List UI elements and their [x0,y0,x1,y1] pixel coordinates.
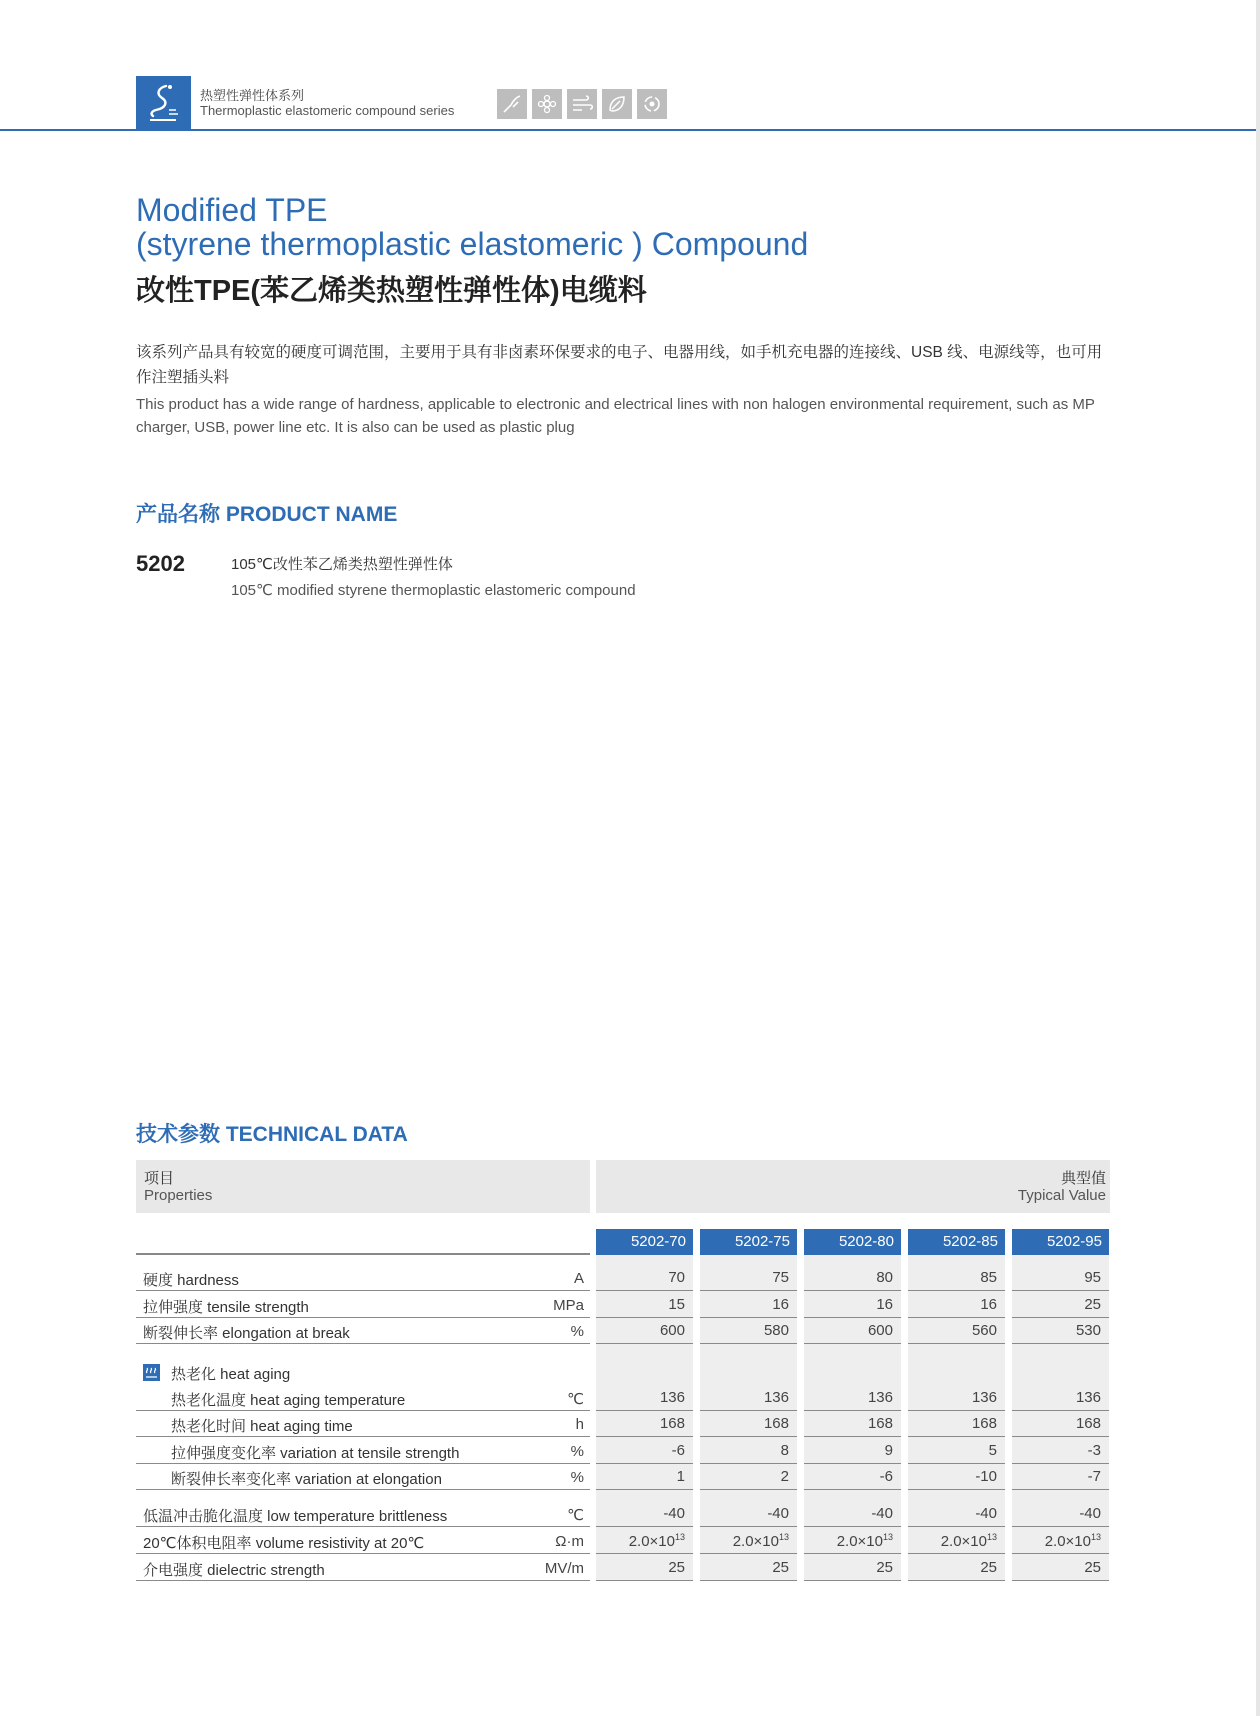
value-text: -3 [1087,1442,1101,1459]
header-rule [0,129,1256,131]
table-row [0,1265,1256,1291]
properties-header [136,1160,590,1213]
property-value [1012,1296,1109,1313]
property-value [804,1532,901,1550]
property-value [1012,1322,1109,1339]
description-en: This product has a wide range of hardness, applicable to electronic and electrical lines with non halogen environmental requirement, such as MP charger, USB, power line etc. It is also can be used as plastic plug [136,396,1095,436]
cell-divider [700,1580,797,1581]
page-title-cn: 改性TPE(苯乙烯类热塑性弹性体)电缆料 [136,275,647,307]
value-text: 168 [867,1415,893,1432]
value-text: 168 [1075,1415,1101,1432]
value-text: 168 [971,1415,997,1432]
cell-divider [596,1436,693,1437]
property-unit: % [570,1469,584,1486]
value-text: 530 [1075,1322,1101,1339]
grade-column-header: 5202-70 [596,1229,693,1255]
series-title-cn: 热塑性弹性体系列 [200,88,305,103]
property-value [700,1468,797,1485]
value-text: 136 [971,1389,997,1406]
cell-divider [804,1553,901,1554]
value-text: -40 [767,1505,789,1522]
cell-divider [700,1489,797,1490]
cell-divider [804,1436,901,1437]
table-row [0,1438,1256,1464]
value-text: 16 [772,1296,789,1313]
property-unit: MV/m [544,1560,584,1577]
grade-column-header: 5202-80 [804,1229,901,1255]
value-text: 2.0×10 [1044,1533,1091,1550]
property-unit: A [573,1270,584,1287]
cell-divider [908,1580,1005,1581]
value-text: 2 [780,1468,789,1485]
cell-divider [804,1526,901,1527]
property-value [908,1442,1005,1459]
grade-column-header: 5202-75 [700,1229,797,1255]
property-value [596,1296,693,1313]
property-value [1012,1532,1109,1550]
property-label: 硬度 hardness [143,1272,239,1289]
property-value [908,1532,1005,1550]
property-value [908,1322,1005,1339]
property-value [700,1269,797,1286]
property-unit: h [575,1416,584,1433]
header-divider [136,1253,590,1255]
value-text: 75 [772,1269,789,1286]
cell-divider [1012,1489,1109,1490]
value-text: 95 [1084,1269,1101,1286]
property-label: 热老化温度 heat aging temperature [171,1392,406,1409]
property-value [908,1468,1005,1485]
value-text: 136 [659,1389,685,1406]
property-unit: % [570,1443,584,1460]
cell-divider [596,1553,693,1554]
property-value [908,1415,1005,1432]
value-text: 5 [988,1442,997,1459]
property-value [596,1468,693,1485]
product-code: 5202 [136,551,185,576]
value-text: 2.0×10 [940,1533,987,1550]
property-unit: ℃ [567,1507,584,1524]
cell-divider [700,1290,797,1291]
cell-divider [596,1290,693,1291]
cell-divider [804,1489,901,1490]
cell-divider [596,1343,693,1344]
value-text: 2.0×10 [836,1533,883,1550]
value-text: 1 [676,1468,685,1485]
product-name-heading: 产品名称 PRODUCT NAME [136,503,398,526]
cell-divider [1012,1580,1109,1581]
cell-divider [804,1343,901,1344]
grade-column-header: 5202-85 [908,1229,1005,1255]
wind-icon [567,89,597,119]
property-label: 断裂伸长率 elongation at break [143,1325,350,1342]
page-edge [1256,0,1260,1716]
cell-divider [1012,1343,1109,1344]
table-row [0,1411,1256,1437]
value-text: 8 [780,1442,789,1459]
property-value [908,1269,1005,1286]
value-exponent: 13 [882,1532,893,1542]
value-text: 85 [980,1269,997,1286]
value-text: 16 [876,1296,893,1313]
title-en-line1: Modified TPE [136,192,328,228]
value-text: 580 [763,1322,789,1339]
application-icons [497,89,667,119]
table-row [0,1464,1256,1490]
property-value [596,1532,693,1550]
value-text: 80 [876,1269,893,1286]
property-value [596,1269,693,1286]
cell-divider [1012,1526,1109,1527]
property-value [596,1415,693,1432]
property-value [804,1559,901,1576]
property-value [596,1322,693,1339]
value-text: 2.0×10 [732,1533,779,1550]
property-value [596,1442,693,1459]
property-value [596,1389,693,1406]
value-exponent: 13 [986,1532,997,1542]
property-label: 20℃体积电阻率 volume resistivity at 20℃ [143,1535,425,1552]
cell-divider [908,1526,1005,1527]
table-row [0,1555,1256,1581]
value-text: -40 [871,1505,893,1522]
value-text: 136 [763,1389,789,1406]
property-label: 介电强度 dielectric strength [143,1562,325,1579]
cell-divider [1012,1290,1109,1291]
cell-divider [908,1553,1005,1554]
value-text: -10 [975,1468,997,1485]
cell-divider [596,1580,693,1581]
value-text: 25 [1084,1559,1101,1576]
cell-divider [908,1436,1005,1437]
value-text: -40 [975,1505,997,1522]
cell-divider [596,1489,693,1490]
cell-divider [1012,1553,1109,1554]
property-value [804,1468,901,1485]
property-value [700,1442,797,1459]
value-exponent: 13 [778,1532,789,1542]
table-row [0,1359,1256,1385]
page-title-en [136,193,1136,261]
cell-divider [1012,1436,1109,1437]
table-row [0,1501,1256,1527]
cell-divider [804,1290,901,1291]
product-name-en: 105℃ modified styrene thermoplastic elastomeric compound [231,582,636,599]
property-value [804,1322,901,1339]
property-value [804,1269,901,1286]
table-row [0,1528,1256,1554]
flower-icon [532,89,562,119]
row-divider [136,1580,590,1581]
cell-divider [596,1526,693,1527]
property-value [1012,1559,1109,1576]
series-logo-icon [136,76,191,130]
product-name-cn: 105℃改性苯乙烯类热塑性弹性体 [231,556,453,573]
property-value [908,1559,1005,1576]
cell-divider [700,1436,797,1437]
value-text: -7 [1087,1468,1101,1485]
property-label: 热老化 heat aging [171,1366,291,1383]
property-value [596,1559,693,1576]
property-value [804,1415,901,1432]
property-value [596,1505,693,1522]
value-text: 600 [659,1322,685,1339]
value-text: -6 [671,1442,685,1459]
property-label: 拉伸强度变化率 variation at tensile strength [171,1445,460,1462]
value-exponent: 13 [674,1532,685,1542]
property-value [1012,1389,1109,1406]
value-text: 16 [980,1296,997,1313]
property-value [700,1559,797,1576]
properties-header-en: Properties [144,1187,213,1204]
value-text: 25 [876,1559,893,1576]
recycle-icon [637,89,667,119]
technical-data-heading: 技术参数 TECHNICAL DATA [136,1123,408,1146]
heat-aging-icon [143,1364,160,1381]
row-divider [136,1436,590,1437]
value-text: -6 [879,1468,893,1485]
property-label: 热老化时间 heat aging time [171,1418,353,1435]
table-row [0,1318,1256,1344]
property-value [804,1389,901,1406]
properties-header-cn: 项目 [144,1170,175,1187]
property-value [700,1296,797,1313]
property-unit: ℃ [567,1391,584,1408]
leaf-icon [602,89,632,119]
property-value [1012,1505,1109,1522]
row-divider [136,1343,590,1344]
value-text: 25 [668,1559,685,1576]
value-text: 168 [659,1415,685,1432]
value-text: 600 [867,1322,893,1339]
description-cn: 该系列产品具有较宽的硬度可调范围，主要用于具有非卤素环保要求的电子、电器用线，如手机充电器的连接线、USB 线、电源线等，也可用作注塑插头料 [136,344,1103,386]
typical-value-header-en: Typical Value [1017,1187,1106,1204]
property-value [700,1415,797,1432]
value-text: 15 [668,1296,685,1313]
property-unit: Ω·m [555,1533,584,1550]
property-value [1012,1468,1109,1485]
property-value [1012,1415,1109,1432]
series-title-en: Thermoplastic elastomeric compound series [200,103,455,118]
row-divider [136,1526,590,1527]
value-text: 25 [1084,1296,1101,1313]
row-divider [136,1290,590,1291]
property-value [804,1296,901,1313]
value-text: 168 [763,1415,789,1432]
row-divider [136,1553,590,1554]
typical-value-header-cn: 典型值 [1060,1170,1106,1187]
value-text: -40 [1079,1505,1101,1522]
cell-divider [700,1553,797,1554]
property-label: 拉伸强度 tensile strength [143,1299,309,1316]
property-value [804,1442,901,1459]
value-exponent: 13 [1090,1532,1101,1542]
cell-divider [908,1290,1005,1291]
value-text: 560 [971,1322,997,1339]
typical-value-header [596,1160,1110,1213]
property-value [908,1389,1005,1406]
row-divider [136,1489,590,1490]
title-en-line2: (styrene thermoplastic elastomeric ) Compound [136,226,809,262]
property-value [700,1322,797,1339]
property-value [908,1505,1005,1522]
value-text: 25 [772,1559,789,1576]
property-value [1012,1269,1109,1286]
value-text: 136 [1075,1389,1101,1406]
property-value [1012,1442,1109,1459]
property-value [700,1505,797,1522]
table-row [0,1385,1256,1411]
property-unit: % [570,1323,584,1340]
value-text: 9 [884,1442,893,1459]
cell-divider [804,1580,901,1581]
value-text: 2.0×10 [628,1533,675,1550]
property-label: 低温冲击脆化温度 low temperature brittleness [143,1508,448,1525]
property-value [908,1296,1005,1313]
property-value [700,1532,797,1550]
value-text: 25 [980,1559,997,1576]
cell-divider [700,1343,797,1344]
cell-divider [908,1343,1005,1344]
cable-icon [497,89,527,119]
cell-divider [700,1526,797,1527]
value-text: 136 [867,1389,893,1406]
value-text: 70 [668,1269,685,1286]
grade-column-header: 5202-95 [1012,1229,1109,1255]
property-value [700,1389,797,1406]
value-text: -40 [663,1505,685,1522]
property-value [804,1505,901,1522]
table-row [0,1292,1256,1318]
property-label: 断裂伸长率变化率 variation at elongation [171,1471,442,1488]
property-unit: MPa [553,1297,584,1314]
page-header [0,76,1256,131]
cell-divider [908,1489,1005,1490]
